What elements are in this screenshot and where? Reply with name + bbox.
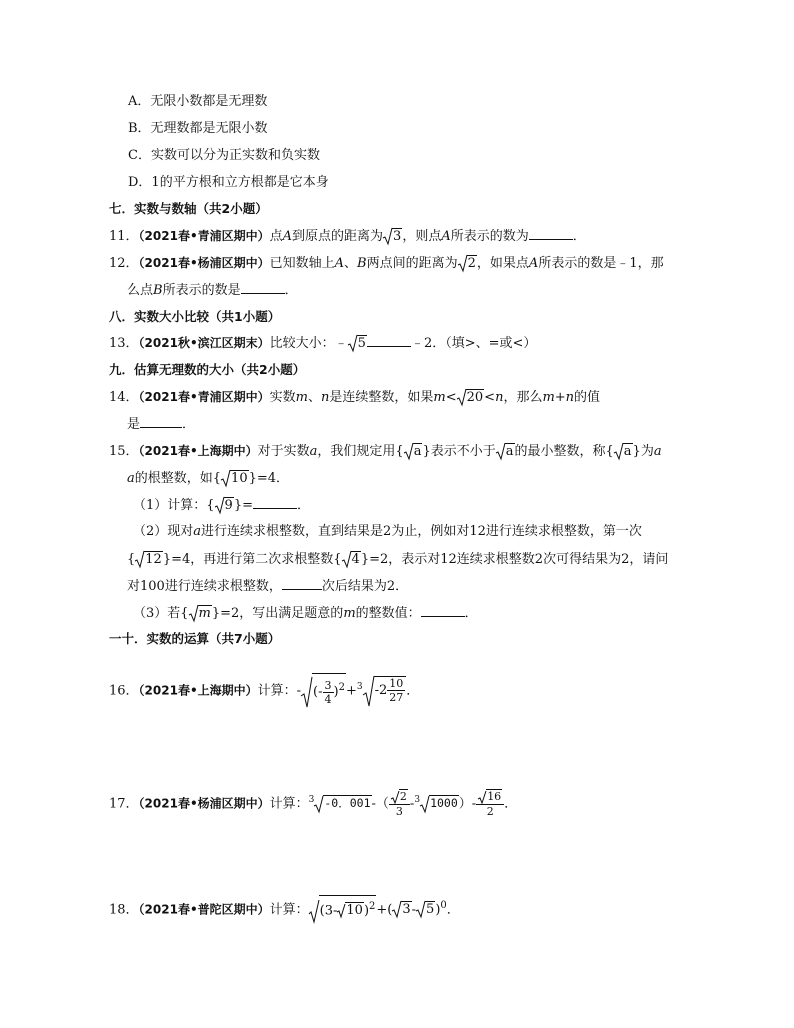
fraction	[323, 679, 334, 706]
radicand: 10	[346, 902, 363, 918]
radicand: a	[413, 443, 422, 459]
denominator: 3	[395, 804, 403, 818]
radicand: 2	[399, 789, 407, 803]
question-source: （2021秋•滨江区期末）	[138, 336, 270, 350]
radical-sign-icon	[416, 900, 425, 918]
sqrt-expression	[614, 442, 633, 461]
answer-blank	[253, 496, 297, 509]
radicand: 9	[224, 497, 233, 513]
question-12	[109, 254, 664, 273]
text: ，则点	[402, 229, 442, 244]
fraction	[389, 790, 410, 818]
question-14	[109, 388, 600, 407]
minus-sign: -	[471, 796, 477, 812]
radical-sign-icon	[392, 900, 401, 918]
answer-blank	[529, 227, 573, 240]
text: 的整数值：	[355, 606, 421, 621]
numerator	[476, 790, 504, 805]
question-number: 11．	[109, 229, 139, 244]
answer-blank	[282, 577, 322, 590]
option-d: D．1的平方根和立方根都是它本身	[128, 175, 329, 190]
text: ．	[572, 229, 586, 244]
radical-sign-icon	[457, 388, 466, 406]
sqrt-expression	[189, 604, 212, 623]
var-b: B	[357, 256, 367, 271]
question-number: 13．	[109, 336, 139, 351]
var-b: B	[153, 283, 163, 298]
plus-sign: +	[345, 683, 357, 699]
question-12-line-2	[127, 281, 298, 300]
text: 的值	[574, 390, 601, 405]
answer-blank	[140, 415, 182, 428]
exponent: 2	[338, 682, 345, 694]
question-source: （2021春•青浦区期中）	[138, 390, 270, 404]
paren: )	[333, 684, 339, 700]
sqrt-expression	[383, 227, 402, 246]
text: 已知数轴上	[269, 256, 335, 271]
answer-blank	[241, 281, 285, 294]
text: ．	[297, 498, 311, 513]
text: 所表示的数为	[450, 229, 529, 244]
less-than-sign: <	[445, 390, 457, 405]
denominator: 27	[389, 691, 404, 705]
radical-sign-icon	[221, 469, 230, 487]
radical-sign-icon	[496, 442, 505, 460]
text: （2）现对	[133, 524, 194, 539]
text: 是连续整数，如果	[329, 390, 434, 405]
var-a: A	[441, 229, 451, 244]
minus-sign: -	[318, 684, 323, 700]
text: ，我们规定用{	[317, 444, 404, 459]
text: 点	[269, 229, 283, 244]
text: ．	[504, 796, 518, 812]
answer-blank	[421, 604, 465, 617]
text: 么点	[127, 283, 154, 298]
var-m: m	[433, 390, 446, 405]
minus-sign: -	[371, 796, 376, 812]
text: 计算：	[269, 902, 309, 918]
radicand: m	[198, 605, 211, 621]
section-heading-7: 七．实数与数轴（共2小题）	[109, 201, 268, 216]
var-a: A	[282, 229, 293, 244]
text: ．	[182, 417, 196, 432]
question-source: （2021春•杨浦区期中）	[138, 256, 270, 270]
minus-sign: ﹣	[334, 336, 348, 351]
numerator	[389, 790, 410, 805]
radicand: 3	[393, 228, 402, 244]
text: 计算：	[269, 796, 309, 812]
var-a: A	[334, 256, 345, 271]
radical-index: 3	[356, 682, 363, 692]
radical-sign-icon	[383, 227, 392, 245]
radicand: a	[623, 443, 632, 459]
sqrt-expression	[309, 895, 377, 924]
var-a: a	[127, 470, 135, 486]
var-a: a	[653, 444, 662, 459]
sqrt-expression	[221, 469, 249, 488]
text: ．	[446, 902, 460, 918]
text: 次后结果为2．	[321, 579, 409, 594]
radicand: 4	[351, 551, 360, 567]
text: }为	[632, 444, 654, 459]
sqrt-expression	[404, 442, 423, 461]
text: (3-	[319, 903, 338, 919]
sqrt-expression	[301, 673, 346, 708]
radicand: -2	[374, 683, 388, 699]
text: （3）若{	[133, 606, 189, 621]
cbrt-expression	[420, 788, 459, 819]
text: }=	[233, 498, 253, 513]
var-m: m	[295, 390, 308, 405]
radical-sign-icon	[614, 442, 623, 460]
radical-sign-icon	[301, 676, 312, 708]
radicand: 16	[487, 789, 502, 803]
radical-index: 3	[414, 795, 421, 805]
fraction	[476, 790, 504, 818]
radical-index: 3	[308, 795, 315, 805]
text: 对100进行连续求根整数，	[127, 579, 282, 594]
radical-sign-icon	[215, 496, 224, 514]
text: }表示不小于	[422, 444, 496, 459]
text: 所表示的数是﹣1，那	[538, 256, 664, 271]
question-11	[109, 227, 586, 246]
text: 两点间的距离为	[366, 256, 458, 271]
text: 是	[127, 417, 141, 432]
text: 、	[307, 390, 321, 405]
denominator: 4	[324, 692, 332, 706]
radicand: 5	[426, 901, 435, 917]
text: ﹣2．（填>、=或<）	[410, 336, 537, 351]
section-heading-8: 八．实数大小比较（共1小题）	[109, 309, 281, 324]
text: 比较大小：	[269, 336, 335, 351]
sqrt-expression	[342, 550, 361, 569]
section-heading-9: 九．估算无理数的大小（共2小题）	[109, 362, 306, 377]
radical-sign-icon	[404, 442, 413, 460]
question-number: 15．	[109, 444, 139, 459]
paren: （	[375, 796, 389, 812]
minus-sign: -	[411, 902, 417, 918]
var-a: a	[309, 444, 318, 459]
section-heading-10: 一十．实数的运算（共7小题）	[109, 631, 281, 646]
question-15-part-2-line-2	[127, 550, 668, 569]
fraction	[387, 677, 405, 704]
less-than-sign: <	[484, 390, 496, 405]
text: +(	[376, 902, 393, 918]
sqrt-expression	[458, 254, 477, 273]
question-source: （2021春•上海期中）	[138, 444, 258, 458]
text: 的最小整数，称{	[514, 444, 614, 459]
option-c: C．实数可以分为正实数和负实数	[128, 148, 320, 163]
question-source: （2021春•上海期中）	[138, 683, 258, 698]
question-number: 18．	[109, 902, 139, 918]
radical-sign-icon	[135, 550, 144, 568]
text: 进行连续求根整数，直到结果是2为止，例如对12进行连续求根整数，第一次	[201, 524, 642, 539]
question-13	[109, 334, 536, 353]
var-n: n	[320, 390, 330, 405]
cbrt-expression	[363, 675, 407, 707]
text: }=4，再进行第二次求根整数{	[162, 551, 342, 567]
var-a: A	[528, 256, 539, 271]
text: 实数	[269, 390, 296, 405]
text: )	[363, 903, 370, 919]
question-15-part-2	[133, 523, 642, 541]
var-a: a	[193, 524, 202, 539]
option-a: A．无限小数都是无理数	[128, 94, 268, 109]
radicand: 10	[231, 470, 248, 486]
denominator: 2	[486, 804, 494, 818]
question-source: （2021春•普陀区期中）	[138, 902, 270, 917]
radicand: 2	[467, 255, 476, 271]
numerator: 10	[389, 677, 404, 691]
var-m-plus-n: m+n	[542, 390, 575, 405]
text: （1）计算：{	[133, 498, 215, 513]
question-15	[109, 442, 662, 461]
text: 到原点的距离为	[292, 229, 384, 244]
radicand: 3	[402, 901, 411, 917]
text: 的根整数，如{	[134, 470, 222, 486]
radicand: 20	[466, 389, 484, 405]
radical-sign-icon	[478, 790, 486, 804]
radical-sign-icon	[309, 899, 319, 923]
text: 计算：	[257, 683, 297, 699]
sqrt-expression	[416, 897, 435, 923]
text: }=2，表示对12连续求根整数2次可得结果为2，请问	[360, 551, 669, 567]
question-source: （2021春•青浦区期中）	[138, 229, 270, 243]
text: }=4．	[248, 470, 290, 486]
radical-sign-icon	[189, 604, 198, 622]
paren: (	[313, 684, 319, 700]
text: ．	[284, 283, 298, 298]
var-m: m	[343, 606, 356, 621]
question-17	[109, 785, 518, 818]
sqrt-expression	[496, 442, 515, 461]
question-number: 14．	[109, 390, 139, 405]
exponent: 0	[440, 900, 447, 911]
text: ．	[464, 606, 478, 621]
cbrt-expression	[314, 788, 371, 819]
question-15-part-2-line-3	[127, 577, 408, 596]
minus-sign: -	[409, 796, 415, 812]
numerator: 3	[324, 678, 332, 692]
radicand: 5	[357, 335, 366, 351]
radicand: a	[505, 443, 514, 459]
question-source: （2021春•杨浦区期中）	[138, 796, 270, 811]
sqrt-expression	[392, 897, 411, 923]
radicand: 12	[145, 551, 162, 567]
sqrt-expression	[135, 550, 163, 569]
text: ．	[406, 683, 420, 699]
sqrt-expression	[457, 388, 485, 407]
question-15-part-3	[133, 604, 478, 623]
question-number: 16．	[109, 683, 139, 699]
option-b: B．无理数都是无限小数	[128, 121, 268, 136]
question-15-part-1	[133, 496, 310, 515]
text: ，那么	[503, 390, 543, 405]
radical-sign-icon	[342, 550, 351, 568]
text: }=2，写出满足题意的	[211, 606, 344, 621]
text: 对于实数	[257, 444, 310, 459]
sqrt-expression	[348, 334, 367, 353]
radicand: 1000	[430, 796, 458, 811]
radical-sign-icon	[348, 334, 357, 352]
question-number: 12．	[109, 256, 139, 271]
question-number: 17．	[109, 796, 139, 812]
answer-blank	[367, 334, 411, 347]
radicand: -0．001	[324, 796, 371, 811]
question-16	[109, 672, 420, 706]
var-n: n	[495, 390, 504, 405]
paren: ）	[458, 796, 472, 812]
question-15-line-2	[127, 469, 289, 488]
radical-sign-icon	[458, 254, 467, 272]
text: ，如果点	[476, 256, 529, 271]
radical-sign-icon	[363, 675, 374, 707]
text: 、	[344, 256, 358, 271]
sqrt-expression	[215, 496, 234, 515]
text: )	[435, 902, 441, 918]
text: 所表示的数是	[162, 283, 241, 298]
minus-sign: -	[296, 683, 302, 699]
exponent: 2	[369, 901, 376, 913]
question-18	[109, 893, 460, 919]
text: {	[127, 551, 136, 567]
radical-sign-icon	[420, 795, 429, 813]
question-14-line-2	[127, 415, 195, 434]
radical-sign-icon	[391, 790, 399, 804]
